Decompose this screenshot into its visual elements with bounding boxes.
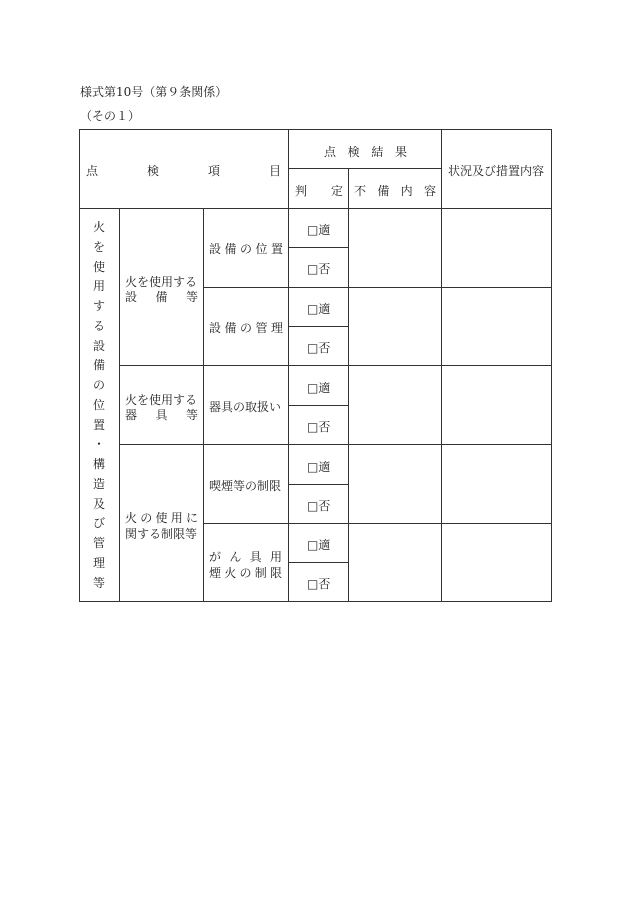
item-equipment-location: 設備の位置 bbox=[209, 242, 287, 256]
header-status-measures: 状況及び措置内容 bbox=[448, 164, 545, 178]
checkbox-ng[interactable]: □否 bbox=[307, 499, 331, 513]
item-char: 煙 bbox=[209, 566, 222, 580]
checkbox-ng[interactable]: □否 bbox=[307, 262, 331, 276]
header-char: 項 bbox=[207, 164, 220, 178]
header-char: 果 bbox=[394, 145, 407, 159]
group-fire-equipment-line2 bbox=[125, 288, 198, 305]
checkbox-ok[interactable]: □適 bbox=[307, 223, 331, 237]
item-char: 用 bbox=[269, 550, 282, 564]
form-subtitle: （その１） bbox=[80, 109, 141, 123]
header-char: 結 bbox=[371, 145, 384, 159]
group-char: 等 bbox=[185, 408, 198, 422]
category-vertical-label bbox=[89, 220, 109, 590]
category-vertical-char: 位 bbox=[92, 397, 105, 412]
item-char: の bbox=[239, 566, 252, 580]
item-toy-fireworks-line1 bbox=[209, 548, 282, 565]
item-char: 制 bbox=[254, 566, 267, 580]
item-equipment-management: 設備の管理 bbox=[209, 321, 287, 335]
header-char: 点 bbox=[86, 164, 99, 178]
group-char: の bbox=[140, 511, 153, 525]
item-char: ん bbox=[229, 550, 242, 564]
header-char: 点 bbox=[324, 145, 337, 159]
item-toy-fireworks-line2 bbox=[209, 564, 282, 581]
group-char: 設 bbox=[125, 290, 138, 304]
category-vertical-char: 及 bbox=[92, 496, 105, 511]
item-char: 具 bbox=[249, 550, 262, 564]
item-appliance-handling: 器具の取扱い bbox=[209, 400, 282, 414]
checkbox-ok[interactable]: □適 bbox=[307, 381, 331, 395]
checkbox-ng[interactable]: □否 bbox=[307, 577, 331, 591]
group-char: 器 bbox=[125, 408, 138, 422]
checkbox-ok[interactable]: □適 bbox=[307, 460, 331, 474]
checkbox-ng[interactable]: □否 bbox=[307, 420, 331, 434]
group-fire-equipment-line1: 火を使用する bbox=[125, 275, 198, 289]
group-fire-restrictions-line2: 関する制限等 bbox=[125, 527, 198, 541]
checkbox-ok[interactable]: □適 bbox=[307, 302, 331, 316]
group-char: 備 bbox=[155, 290, 168, 304]
header-char: 容 bbox=[423, 184, 436, 198]
group-char: 用 bbox=[170, 511, 183, 525]
group-fire-restrictions-line1 bbox=[125, 509, 198, 526]
group-char: に bbox=[185, 511, 198, 525]
category-vertical-char: 理 bbox=[92, 556, 105, 571]
header-char: 備 bbox=[377, 184, 390, 198]
category-vertical-char: す bbox=[92, 299, 105, 314]
category-vertical-char: 用 bbox=[92, 279, 105, 294]
category-vertical-char: び bbox=[92, 516, 105, 531]
header-char: 判 bbox=[295, 184, 308, 198]
item-smoking-restriction: 喫煙等の制限 bbox=[209, 479, 282, 493]
group-fire-appliances-line2 bbox=[125, 406, 198, 423]
item-char: が bbox=[209, 550, 222, 564]
category-vertical-char: 備 bbox=[92, 358, 105, 373]
group-char: 等 bbox=[185, 290, 198, 304]
category-vertical-char: る bbox=[92, 318, 105, 333]
checkbox-ok[interactable]: □適 bbox=[307, 538, 331, 552]
category-vertical-char: の bbox=[92, 378, 105, 393]
group-fire-appliances-line1: 火を使用する bbox=[125, 393, 198, 407]
category-vertical-char: を bbox=[92, 239, 105, 254]
header-defect-details bbox=[354, 182, 436, 199]
header-char: 定 bbox=[330, 184, 343, 198]
category-vertical-char: 使 bbox=[92, 259, 105, 274]
category-vertical-char: 等 bbox=[92, 575, 105, 590]
header-judgment bbox=[295, 182, 343, 199]
category-vertical-char: 置 bbox=[92, 417, 105, 432]
checkbox-ng[interactable]: □否 bbox=[307, 341, 331, 355]
category-vertical-char: ・ bbox=[92, 437, 105, 452]
header-char: 内 bbox=[400, 184, 413, 198]
category-vertical-char: 火 bbox=[92, 220, 105, 234]
category-vertical-char: 構 bbox=[92, 457, 105, 472]
header-char: 不 bbox=[354, 184, 367, 198]
group-char: 火 bbox=[125, 511, 138, 525]
category-vertical-char: 管 bbox=[92, 536, 105, 551]
category-vertical-char: 設 bbox=[92, 338, 105, 353]
item-char: 火 bbox=[224, 566, 237, 580]
header-char: 検 bbox=[146, 164, 159, 178]
form-title: 様式第10号（第９条関係） bbox=[80, 85, 228, 99]
header-inspection-result bbox=[324, 143, 407, 160]
header-char: 目 bbox=[268, 164, 281, 178]
group-char: 具 bbox=[155, 408, 168, 422]
header-inspection-item bbox=[86, 162, 281, 179]
group-char: 使 bbox=[155, 511, 168, 525]
item-char: 限 bbox=[269, 566, 282, 580]
header-char: 検 bbox=[347, 145, 360, 159]
category-vertical-char: 造 bbox=[92, 476, 105, 491]
